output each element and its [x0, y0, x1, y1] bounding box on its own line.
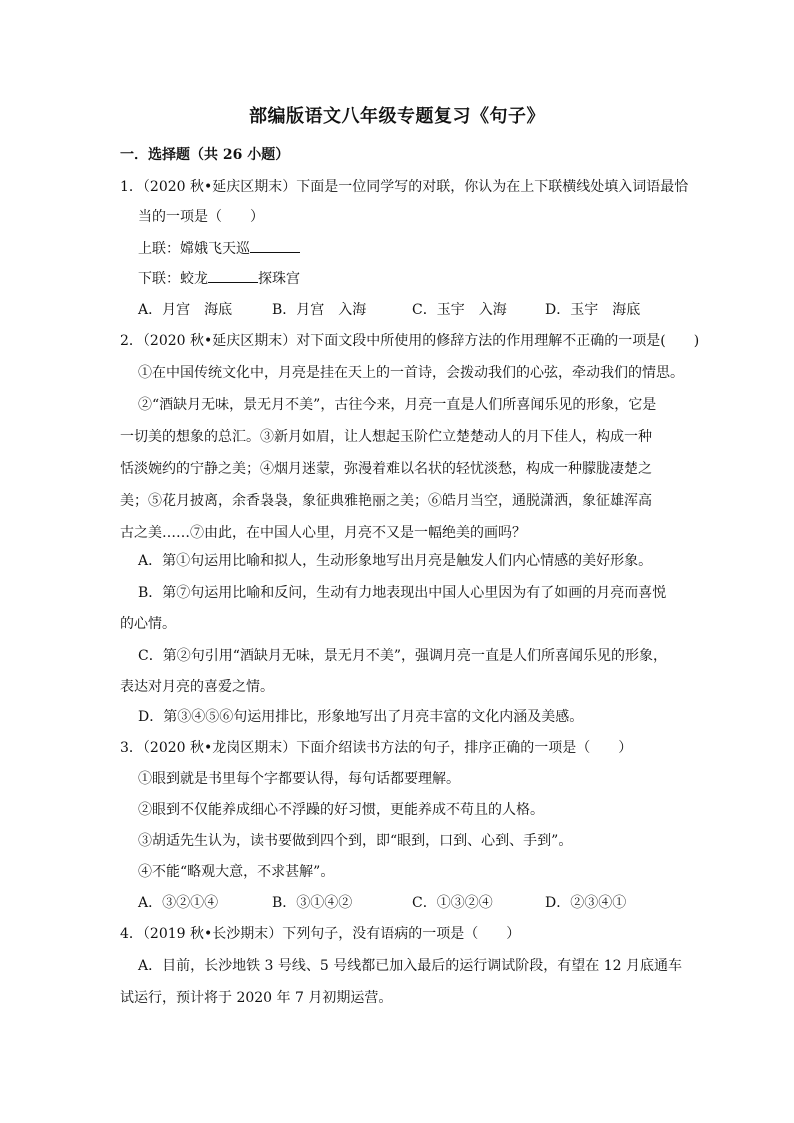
q3-option-a: A．③②①④	[138, 895, 219, 911]
q3-sentence-2: ②眼到不仅能养成细心不浮躁的好习惯，更能养成不苟且的人格。	[138, 802, 544, 818]
q3-option-b: B．③①④②	[272, 895, 353, 911]
q3-option-c: C．①③②④	[412, 895, 493, 911]
q2-passage-line2: ②“酒缺月无味，景无月不美”，古往今来，月亮一直是人们所喜闻乐见的形象，它是	[138, 397, 657, 413]
q1-lower-couplet	[138, 270, 300, 288]
q1-upper-prefix: 上联：嫦娥飞天巡	[138, 241, 250, 257]
q2-option-d: D．第③④⑤⑥句运用排比，形象地写出了月亮丰富的文化内涵及美感。	[138, 709, 584, 725]
q2-option-b-line2: 的心情。	[120, 616, 176, 632]
section-heading: 一．选择题（共 26 小题）	[120, 147, 290, 163]
q4-option-a-line2: 试运行，预计将于 2020 年 7 月初期运营。	[120, 990, 393, 1006]
q1-lower-blank	[208, 270, 258, 283]
q1-option-a: A．月宫 海底	[138, 302, 233, 318]
q2-passage-line1: ①在中国传统文化中，月亮是挂在天上的一首诗，会拨动我们的心弦，牵动我们的情思。	[138, 365, 684, 381]
q1-option-b: B．月宫 入海	[272, 302, 367, 318]
q3-stem: 3．（2020 秋•龙岗区期末）下面介绍读书方法的句子，排序正确的一项是（ ）	[120, 740, 633, 756]
page-title: 部编版语文八年级专题复习《句子》	[249, 106, 545, 127]
q1-lower-suffix: 探珠宫	[258, 271, 300, 287]
q3-option-d: D．②③④①	[545, 895, 627, 911]
q2-passage-line4: 恬淡婉约的宁静之美；④烟月迷蒙，弥漫着难以名状的轻忧淡愁，构成一种朦胧凄楚之	[120, 461, 652, 477]
q2-passage-line5: 美；⑤花月披离，余香袅袅，象征典雅艳丽之美；⑥皓月当空，通脱潇洒，象征雄浑高	[120, 493, 652, 509]
q1-lower-prefix: 下联：蛟龙	[138, 271, 208, 287]
q3-sentence-1: ①眼到就是书里每个字都要认得，每句话都要理解。	[138, 771, 460, 787]
q4-option-a-line1: A．目前，长沙地铁 3 号线、5 号线都已加入最后的运行调试阶段，有望在 12 月底通车	[138, 958, 682, 974]
q1-stem-line2: 当的一项是（ ）	[138, 209, 264, 225]
q1-upper-couplet	[138, 240, 300, 258]
q2-passage-line3: 一切美的想象的总汇。③新月如眉，让人想起玉阶伫立楚楚动人的月下佳人，构成一种	[120, 429, 652, 445]
q2-option-a: A．第①句运用比喻和拟人，生动形象地写出月亮是触发人们内心情感的美好形象。	[138, 553, 653, 569]
q2-passage-line6: 古之美……⑦由此，在中国人心里，月亮不又是一幅绝美的画吗？	[120, 525, 526, 541]
q2-option-c-line2: 表达对月亮的喜爱之情。	[120, 679, 274, 695]
q4-stem: 4．（2019 秋•长沙期末）下列句子，没有语病的一项是（ ）	[120, 926, 521, 942]
q1-stem-line1: 1．（2020 秋•延庆区期末）下面是一位同学写的对联，你认为在上下联横线处填入词语最恰	[120, 179, 689, 195]
q2-option-c-line1: C．第②句引用“酒缺月无味，景无月不美”，强调月亮一直是人们所喜闻乐见的形象，	[138, 648, 668, 664]
q3-sentence-4: ④不能“略观大意，不求甚解”。	[138, 864, 335, 880]
q1-option-d: D．玉宇 海底	[545, 302, 641, 318]
q1-upper-blank	[250, 240, 300, 253]
q1-option-c: C．玉宇 入海	[412, 302, 507, 318]
q2-stem: 2．（2020 秋•延庆区期末）对下面文段中所使用的修辞方法的作用理解不正确的一项是( )	[120, 333, 700, 349]
q3-sentence-3: ③胡适先生认为，读书要做到四个到，即“眼到，口到、心到、手到”。	[138, 833, 573, 849]
q2-option-b-line1: B．第⑦句运用比喻和反问，生动有力地表现出中国人心里因为有了如画的月亮而喜悦	[138, 585, 667, 601]
